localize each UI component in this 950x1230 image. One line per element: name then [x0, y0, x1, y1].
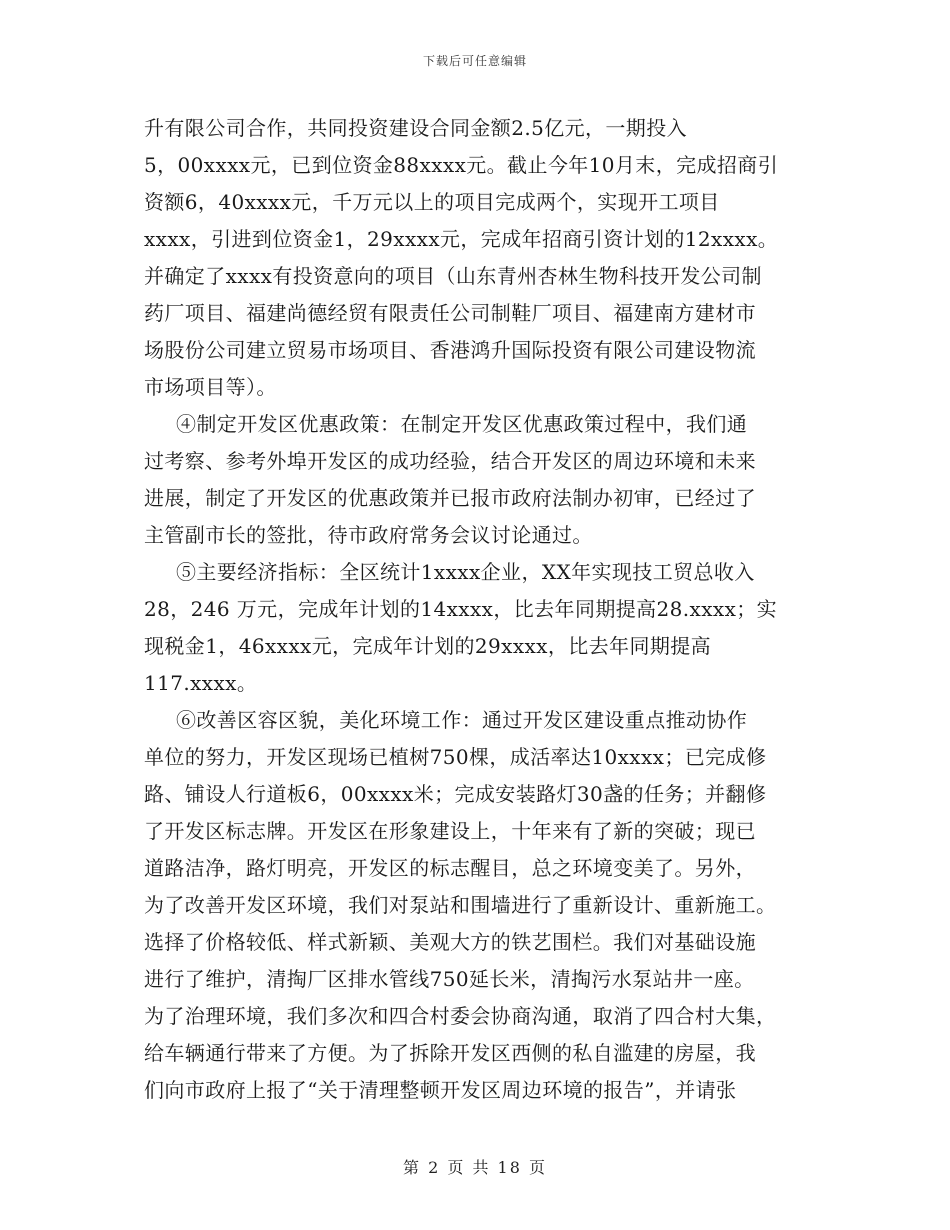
text-line: 并确定了xxxx有投资意向的项目（山东青州杏林生物科技开发公司制: [144, 264, 762, 288]
text-line: 了开发区标志牌。开发区在形象建设上，十年来有了新的突破；现已: [144, 819, 756, 843]
page-header: 下载后可任意编辑: [422, 54, 527, 68]
text-line: 主管副市长的签批，待市政府常务会议讨论通过。: [144, 523, 593, 547]
text-line: 28，246 万元，完成年计划的14xxxx，比去年同期提高28.xxxx；实: [144, 597, 778, 621]
text-line: 进展，制定了开发区的优惠政策并已报市政府法制办初审，已经过了: [144, 486, 756, 510]
text-line: 药厂项目、福建尚德经贸有限责任公司制鞋厂项目、福建南方建材市: [144, 301, 756, 325]
text-line: 为了改善开发区环境，我们对泵站和围墙进行了重新设计、重新施工。: [144, 893, 777, 917]
text-line: 路、铺设人行道板6，00xxxx米；完成安装路灯30盏的任务；并翻修: [144, 782, 767, 806]
text-line: xxxx，引进到位资金1，29xxxx元，完成年招商引资计划的12xxxx。: [144, 227, 779, 251]
text-line: 升有限公司合作，共同投资建设合同金额2.5亿元，一期投入: [144, 116, 688, 140]
text-line: 场股份公司建立贸易市场项目、香港鸿升国际投资有限公司建设物流: [144, 338, 756, 362]
text-line: ⑤主要经济指标：全区统计1xxxx企业，XX年实现技工贸总收入: [176, 560, 755, 584]
page-footer: 第 2 页 共 18 页: [403, 1158, 547, 1177]
text-line: 给车辆通行带来了方便。为了拆除开发区西侧的私自滥建的房屋，我: [144, 1041, 756, 1065]
text-line: 进行了维护，清掏厂区排水管线750延长米，清掏污水泵站井一座。: [144, 967, 755, 991]
text-line: 为了治理环境，我们多次和四合村委会协商沟通，取消了四合村大集，: [144, 1004, 777, 1028]
text-line: 市场项目等）。: [144, 375, 277, 399]
text-line: 们向市政府上报了“关于清理整顿开发区周边环境的报告”，并请张: [144, 1078, 737, 1102]
text-line: 现税金1，46xxxx元，完成年计划的29xxxx，比去年同期提高: [144, 634, 712, 658]
text-line: 道路洁净，路灯明亮，开发区的标志醒目，总之环境变美了。另外，: [144, 856, 756, 880]
text-line: 过考察、参考外埠开发区的成功经验，结合开发区的周边环境和未来: [144, 449, 756, 473]
text-line: 单位的努力，开发区现场已植树750棵，成活率达10xxxx；已完成修: [144, 745, 767, 769]
text-line: 选择了价格较低、样式新颖、美观大方的铁艺围栏。我们对基础设施: [144, 930, 756, 954]
text-line: 5，00xxxx元，已到位资金88xxxx元。截止今年10月末，完成招商引: [144, 153, 779, 177]
text-line: ⑥改善区容区貌，美化环境工作：通过开发区建设重点推动协作: [176, 708, 748, 732]
document-body: [144, 110, 816, 1109]
text-line: 117.xxxx。: [144, 671, 258, 695]
text-line: 资额6，40xxxx元，千万元以上的项目完成两个，实现开工项目: [144, 190, 720, 214]
text-line: ④制定开发区优惠政策：在制定开发区优惠政策过程中，我们通: [176, 412, 748, 436]
